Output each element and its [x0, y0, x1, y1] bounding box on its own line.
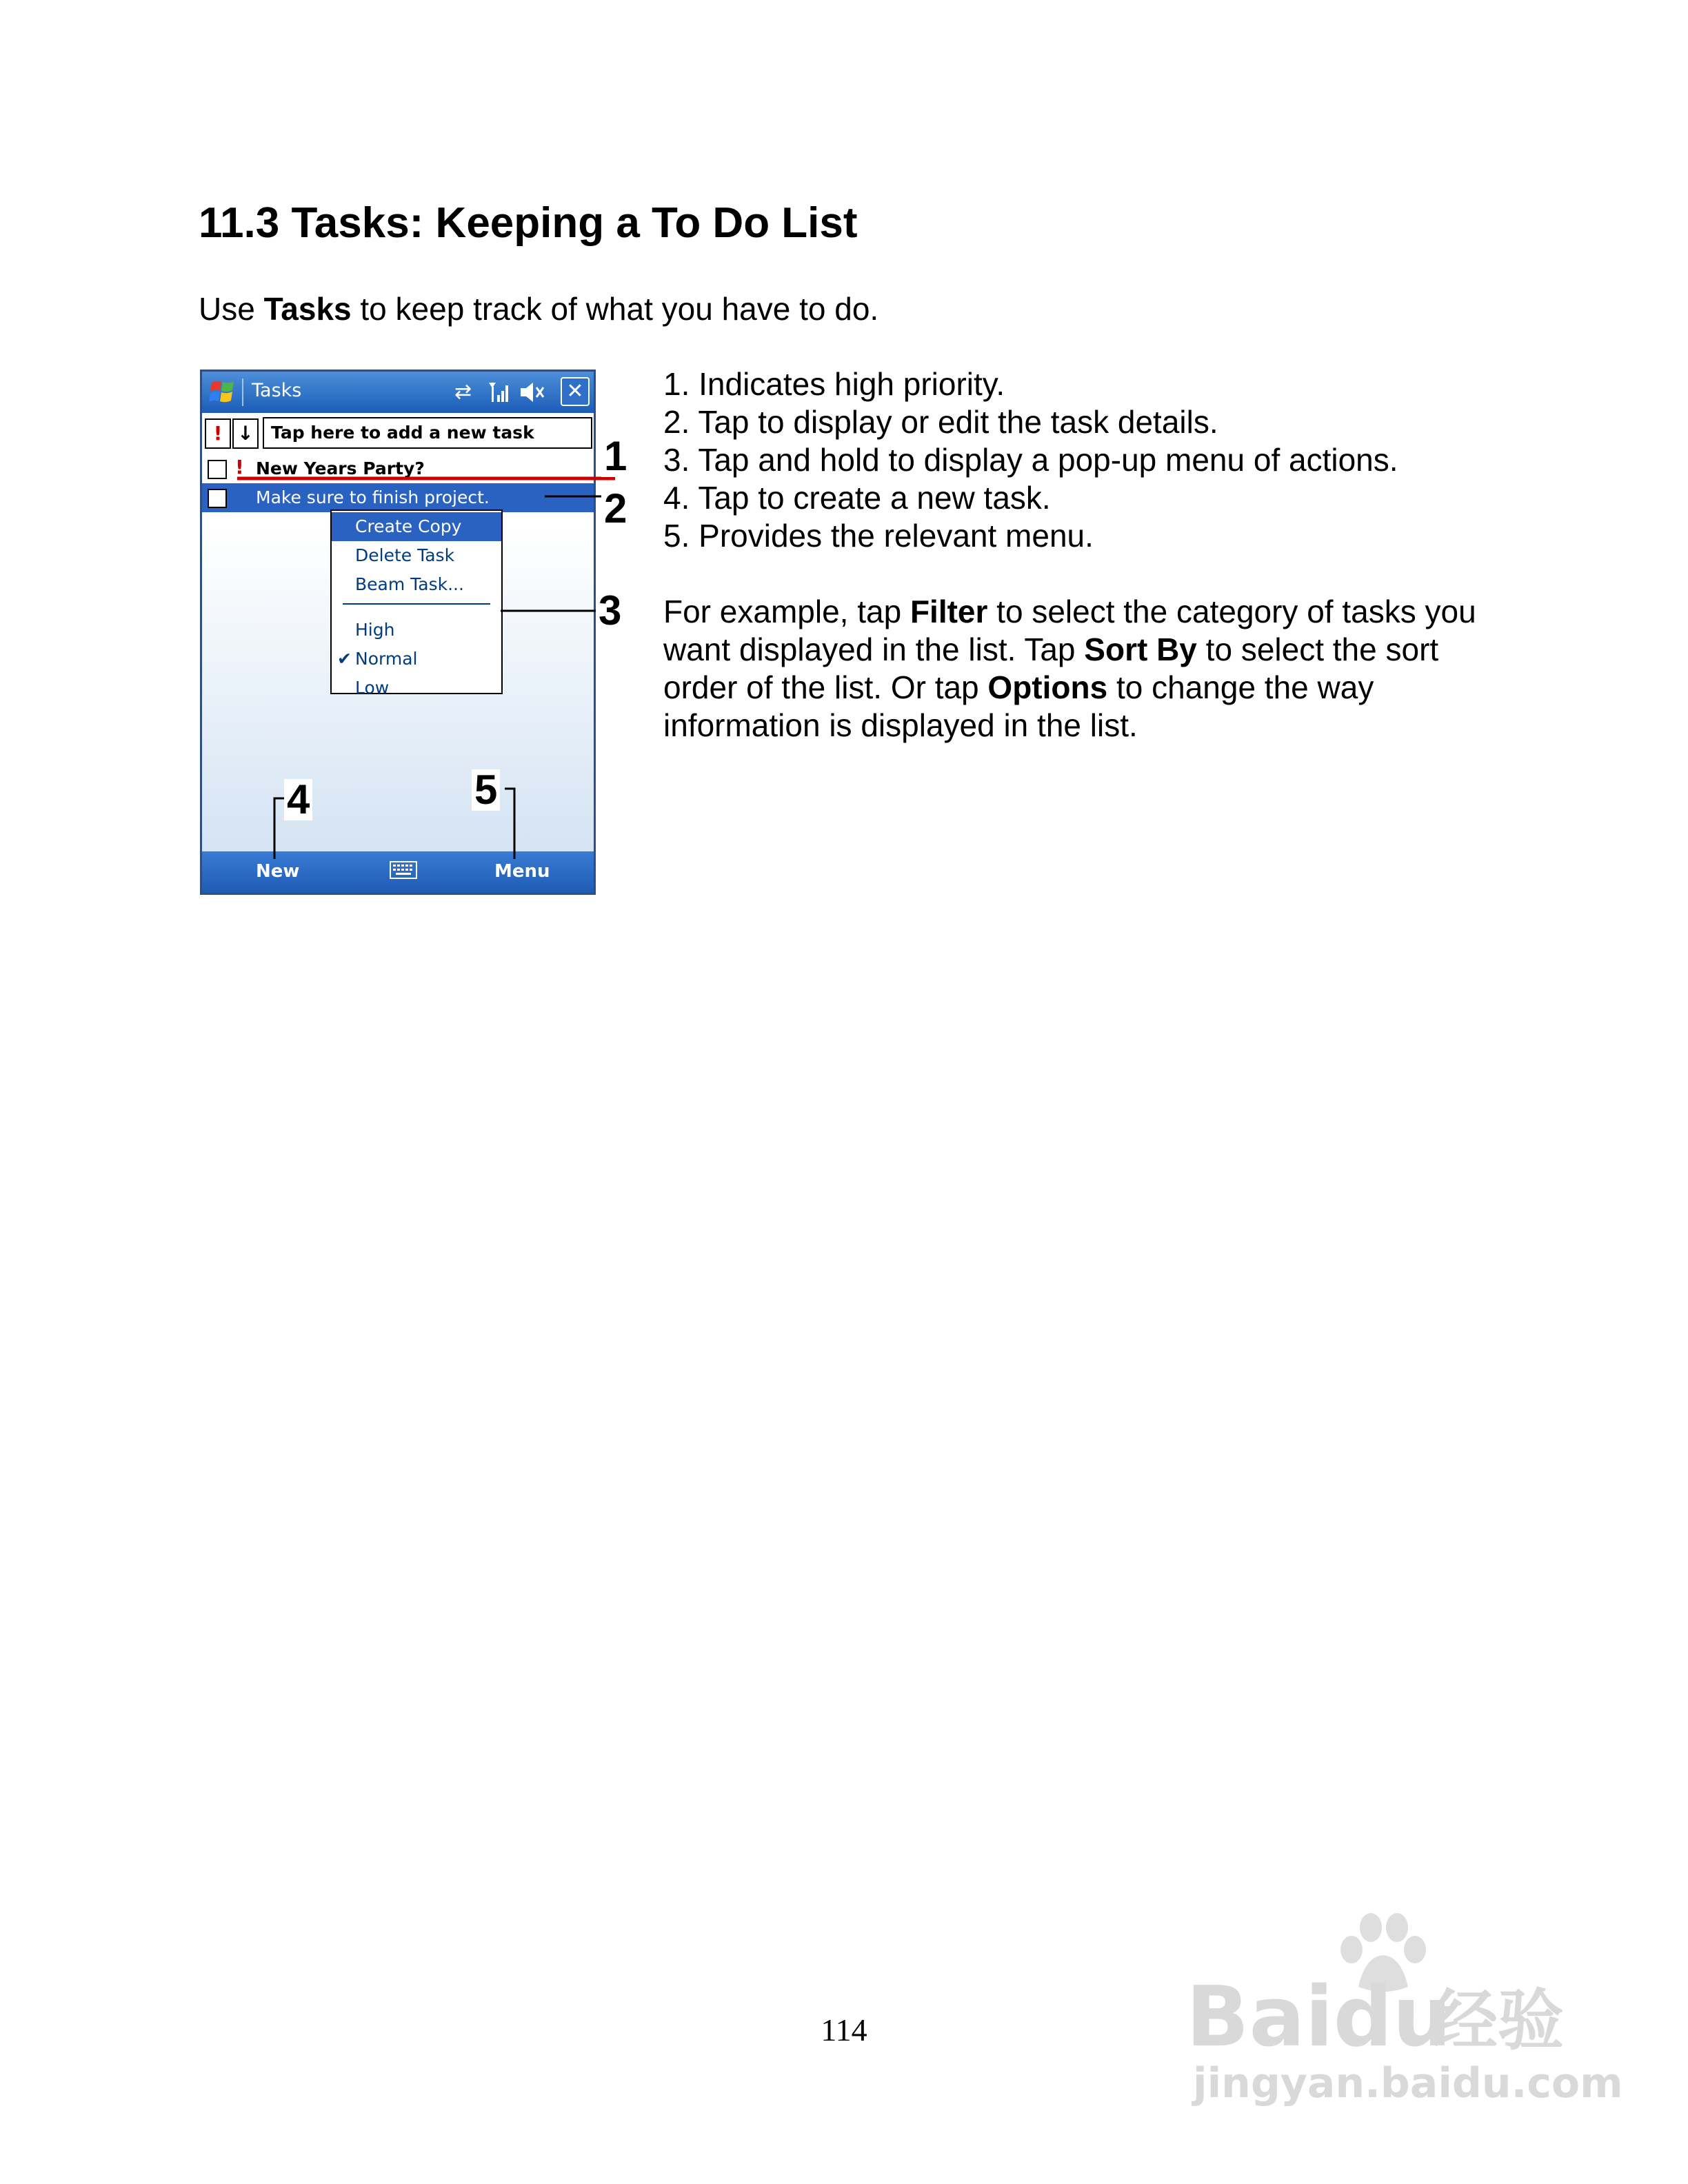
menu-softkey[interactable]: Menu: [494, 861, 550, 882]
callout-2: 2: [601, 488, 630, 529]
menu-divider: [343, 603, 490, 605]
task-checkbox[interactable]: [208, 460, 227, 479]
menu-item-delete-task[interactable]: Delete Task: [355, 545, 455, 565]
watermark-brand: Baidu: [1186, 1970, 1451, 2065]
filter-bold: Filter: [910, 594, 988, 629]
close-icon[interactable]: ✕: [561, 377, 590, 406]
title-separator: [242, 378, 243, 406]
checkmark-icon: ✔: [337, 649, 352, 669]
menu-item-low[interactable]: Low: [355, 678, 390, 698]
callout-descriptions: [663, 365, 1398, 555]
keyboard-icon[interactable]: [390, 861, 417, 879]
tasks-screenshot: [200, 370, 596, 895]
list-item: 1. Indicates high priority.: [663, 366, 1005, 402]
windows-start-icon[interactable]: [208, 377, 238, 407]
list-item: 3. Tap and hold to display a pop-up menu of actions.: [663, 442, 1398, 478]
menu-bar: [202, 851, 594, 893]
list-item: 4. Tap to create a new task.: [663, 480, 1051, 516]
menu-item-create-copy[interactable]: Create Copy: [332, 512, 501, 541]
priority-column-button[interactable]: !: [205, 418, 231, 449]
list-item: 2. Tap to display or edit the task details.: [663, 404, 1218, 440]
new-task-input[interactable]: Tap here to add a new task: [263, 417, 592, 449]
section-heading: 11.3 Tasks: Keeping a To Do List: [199, 199, 858, 247]
app-title: Tasks: [252, 380, 302, 401]
connectivity-icon[interactable]: ⇄: [454, 380, 472, 404]
callout-3: 3: [596, 590, 624, 631]
tasks-bold: Tasks: [263, 291, 352, 327]
speaker-mute-icon[interactable]: [518, 380, 545, 405]
callout-1: 1: [601, 436, 630, 477]
intro-text: Use Tasks to keep track of what you have to do.: [199, 291, 879, 327]
watermark-cn: 经验: [1431, 1982, 1564, 2059]
task-checkbox[interactable]: [208, 489, 227, 508]
watermark-url: jingyan.baidu.com: [1193, 2059, 1623, 2107]
menu-item-normal[interactable]: ✔ Normal: [332, 645, 501, 674]
new-softkey[interactable]: New: [256, 861, 300, 882]
menu-item-high[interactable]: High: [355, 620, 395, 640]
title-bar: [202, 372, 594, 413]
signal-icon[interactable]: [486, 380, 511, 405]
baidu-watermark: [1186, 1910, 1623, 2110]
task-row[interactable]: [202, 454, 594, 483]
page-number: 114: [821, 2012, 867, 2048]
list-item: 5. Provides the relevant menu.: [663, 518, 1094, 554]
options-bold: Options: [987, 669, 1108, 705]
high-priority-icon: !: [235, 456, 244, 478]
task-title[interactable]: New Years Party?: [256, 458, 425, 478]
sort-by-bold: Sort By: [1084, 631, 1197, 667]
context-menu: [330, 509, 503, 698]
example-paragraph: For example, tap Filter to select the category of tasks you want displayed in the list. Tap Sort By to select the sort order of the list. Or tap Options to change the way information is displayed in the list.: [663, 594, 1476, 743]
task-row-selected[interactable]: [202, 483, 594, 512]
sort-arrow-button[interactable]: ↓: [232, 418, 259, 449]
callout-5: 5: [472, 769, 500, 811]
new-task-row: [202, 413, 594, 453]
task-title[interactable]: Make sure to finish project.: [256, 487, 490, 507]
menu-item-beam-task[interactable]: Beam Task...: [355, 574, 464, 594]
callout-4: 4: [284, 779, 312, 820]
